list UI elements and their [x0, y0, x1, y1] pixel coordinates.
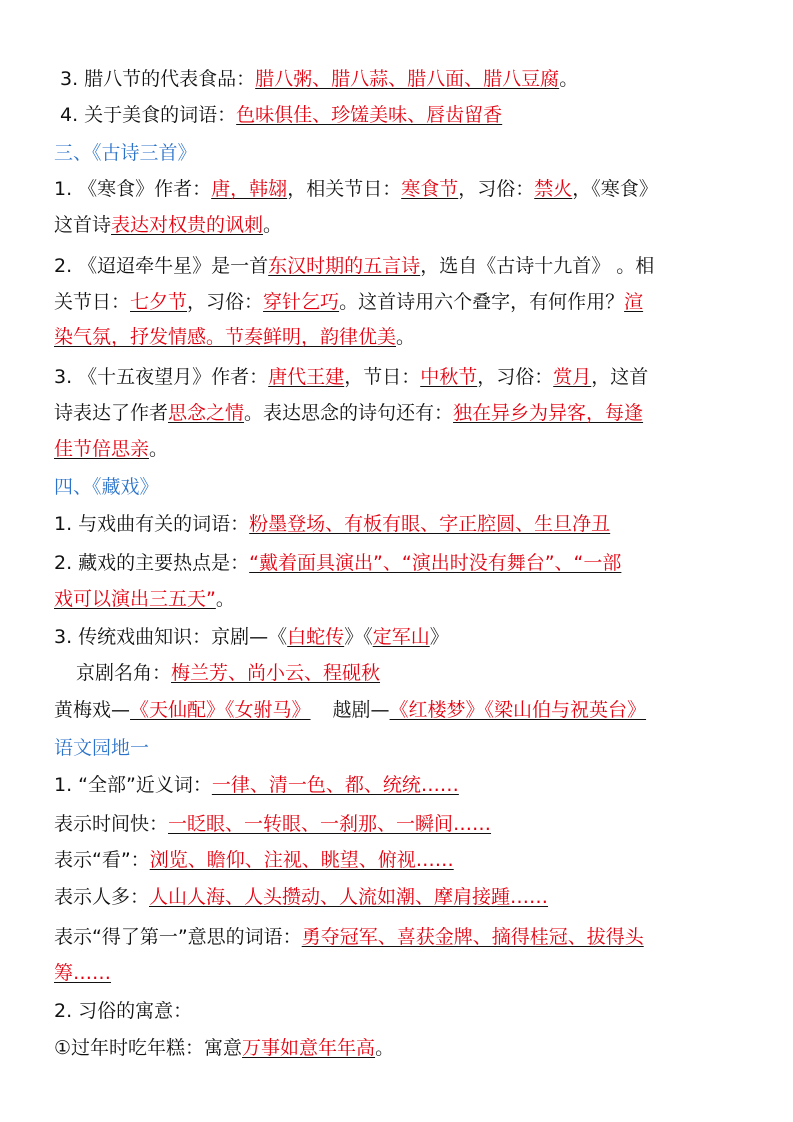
- answer-text: 唐代王建: [268, 366, 345, 388]
- answer-text: 渲: [624, 291, 644, 313]
- answer-text: “戴着面具演出”、“演出时没有舞台”、“一部: [249, 552, 622, 574]
- answer-text: 筹……: [54, 962, 112, 984]
- text-line: [54, 436, 168, 462]
- question-text: 京剧名角：: [76, 662, 172, 684]
- answer-text: 思念之情: [168, 402, 245, 424]
- question-text: ，选自《古诗十九首》 。相: [420, 255, 655, 277]
- answer-text: 一眨眼、一转眼、一刹那、一瞬间……: [168, 813, 492, 835]
- question-text: 表示“得了第一”意思的词语：: [54, 926, 302, 948]
- answer-text: 一律、清一色、都、统统……: [211, 774, 459, 796]
- text-line: [54, 772, 459, 798]
- text-line: [60, 102, 502, 128]
- question-text: 这首诗: [54, 214, 112, 236]
- text-line: [54, 550, 621, 576]
- question-text: 1. “全部”近义词：: [54, 774, 212, 796]
- punctuation: 。: [375, 1037, 395, 1059]
- text-line: [54, 697, 646, 723]
- question-text: 2. 习俗的寓意：: [54, 1000, 193, 1022]
- question-text: 3. 传统戏曲知识：京剧—《: [54, 626, 288, 648]
- answer-text: 染气氛，抒发情感。节奏鲜明，韵律优美: [54, 326, 397, 348]
- punctuation: 。: [396, 326, 416, 348]
- answer-text: 唐，韩翃: [211, 178, 288, 200]
- text-line: [54, 212, 282, 238]
- section-heading: 语文园地一: [54, 737, 150, 759]
- text-line: [60, 66, 578, 92]
- question-text: 。这首诗用六个叠字，有何作用？: [339, 291, 625, 313]
- answer-text: 东汉时期的五言诗: [268, 255, 421, 277]
- answer-text: 赏月: [553, 366, 592, 388]
- question-text: ，《寒食》: [572, 178, 658, 200]
- question-text: ，相关节日：: [287, 178, 402, 200]
- answer-text: 《红楼梦》《梁山伯与祝英台》: [389, 699, 647, 721]
- question-text: 诗表达了作者: [54, 402, 169, 424]
- answer-text: 白蛇传: [287, 626, 345, 648]
- question-text: ①过年时吃年糕：寓意: [54, 1037, 243, 1059]
- answer-text: 寒食节: [401, 178, 459, 200]
- answer-text: 色味俱佳、珍馐美味、唇齿留香: [236, 104, 503, 126]
- answer-text: 浏览、瞻仰、注视、眺望、俯视……: [149, 849, 454, 871]
- punctuation: 。: [263, 214, 283, 236]
- question-text: 越剧—: [332, 699, 390, 721]
- question-text: ，习俗：: [458, 178, 535, 200]
- question-text: 表示时间快：: [54, 813, 169, 835]
- text-line: [54, 400, 643, 426]
- question-text: 2. 《迢迢牵牛星》是一首: [54, 255, 269, 277]
- answer-text: 戏可以演出三五天”: [54, 588, 216, 610]
- text-line: [54, 924, 644, 950]
- answer-text: 中秋节: [420, 366, 478, 388]
- text-line: [54, 884, 548, 910]
- text-line: [54, 176, 658, 202]
- question-text: 3. 《十五夜望月》作者：: [54, 366, 269, 388]
- punctuation: 》: [429, 626, 449, 648]
- text-line: [54, 364, 648, 390]
- question-text: 1. 与戏曲有关的词语：: [54, 513, 250, 535]
- text-line: [54, 847, 454, 873]
- question-text: ，习俗：: [187, 291, 264, 313]
- answer-text: 表达对权贵的讽刺: [111, 214, 264, 236]
- section-heading: 四、《藏戏》: [54, 476, 159, 498]
- question-text: 3. 腊八节的代表食品：: [60, 68, 256, 90]
- answer-text: 禁火: [534, 178, 573, 200]
- question-text: 表示“看”：: [54, 849, 150, 871]
- question-text: 表示人多：: [54, 886, 150, 908]
- answer-text: 《天仙配》《女驸马》: [130, 699, 311, 721]
- punctuation: 。: [559, 68, 579, 90]
- answer-text: 粉墨登场、有板有眼、字正腔圆、生旦净丑: [249, 513, 611, 535]
- text-line: [54, 289, 643, 315]
- question-text: ，这首: [591, 366, 649, 388]
- punctuation: 。: [215, 588, 235, 610]
- section-heading: 三、《古诗三首》: [54, 142, 197, 164]
- text-line: [76, 660, 380, 686]
- punctuation: 。: [149, 438, 169, 460]
- answer-text: 勇夺冠军、喜获金牌、摘得桂冠、拔得头: [301, 926, 644, 948]
- answer-text: 人山人海、人头攒动、人流如潮、摩肩接踵……: [149, 886, 549, 908]
- answer-text: 定军山: [372, 626, 430, 648]
- question-text: 。表达思念的诗句还有：: [244, 402, 454, 424]
- question-text: 黄梅戏—: [54, 699, 131, 721]
- text-line: [54, 811, 491, 837]
- answer-text: 佳节倍思亲: [54, 438, 150, 460]
- answer-text: 穿针乞巧: [263, 291, 340, 313]
- question-text: 1. 《寒食》作者：: [54, 178, 212, 200]
- question-text: 》《: [344, 626, 373, 648]
- text-line: [54, 324, 415, 350]
- question-text: 4. 关于美食的词语：: [60, 104, 237, 126]
- answer-text: 独在异乡为异客，每逢: [453, 402, 644, 424]
- answer-text: 万事如意年年高: [242, 1037, 376, 1059]
- answer-text: 梅兰芳、尚小云、程砚秋: [171, 662, 381, 684]
- text-line: [54, 624, 449, 650]
- text-line: [54, 960, 111, 986]
- text-line: [54, 1035, 394, 1061]
- question-text: 2. 藏戏的主要热点是：: [54, 552, 250, 574]
- text-line: [54, 586, 235, 612]
- answer-text: 七夕节: [130, 291, 188, 313]
- text-line: [54, 253, 654, 279]
- text-line: [54, 998, 192, 1024]
- question-text: 关节日：: [54, 291, 131, 313]
- answer-text: 腊八粥、腊八蒜、腊八面、腊八豆腐: [255, 68, 560, 90]
- question-text: ，习俗：: [477, 366, 554, 388]
- text-line: [54, 511, 610, 537]
- question-text: ，节日：: [344, 366, 421, 388]
